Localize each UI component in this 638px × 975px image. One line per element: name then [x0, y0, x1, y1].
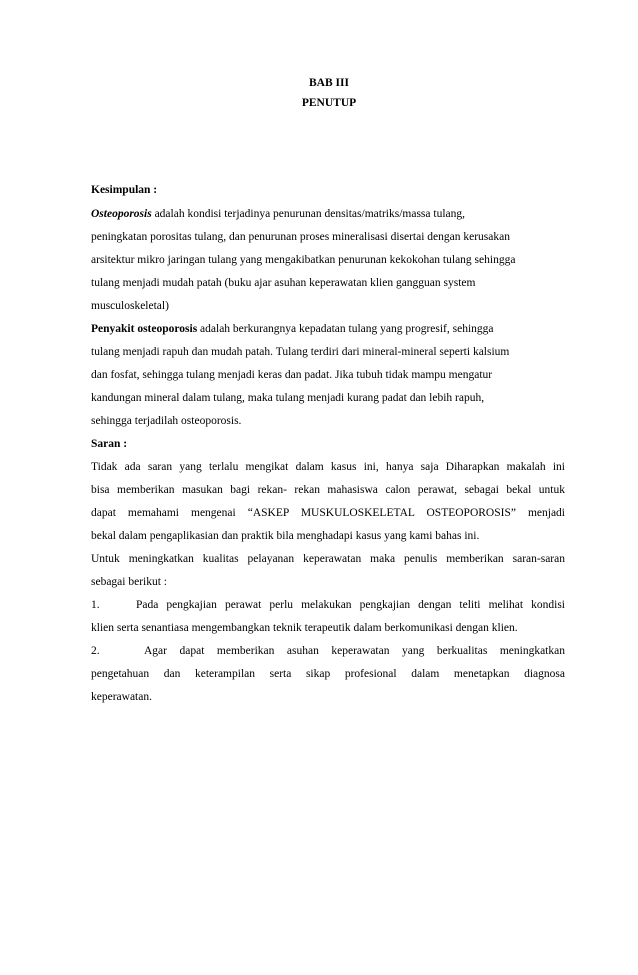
saran-p1-line-2: bisa memberikan masukan bagi rekan- rekan mahasiswa calon perawat, sebagai bekal untuk: [91, 484, 565, 496]
saran-p1-line-3: dapat memahami mengenai “ASKEP MUSKULOSKELETAL OSTEOPOROSIS” menjadi: [91, 507, 565, 519]
list-item-1-line-1: Pada pengkajian perawat perlu melakukan pengkajian dengan teliti melihat kondisi: [136, 599, 565, 611]
term-osteoporosis: Osteoporosis: [91, 208, 152, 220]
kesimpulan-line-1: [91, 207, 465, 221]
saran-heading: Saran :: [91, 438, 128, 450]
list-item-2-line-1: Agar dapat memberikan asuhan keperawatan yang berkualitas meningkatkan: [144, 645, 565, 657]
chapter-title: PENUTUP: [301, 97, 357, 109]
saran-p1-line-4: bekal dalam pengaplikasian dan praktik bila menghadapi kasus yang kami bahas ini.: [91, 530, 480, 542]
list-item-1-line-2: klien serta senantiasa mengembangkan teknik terapeutik dalam berkomunikasi dengan klien.: [91, 622, 518, 634]
kesimpulan-line-10: sehingga terjadilah osteoporosis.: [91, 415, 242, 427]
kesimpulan-line-6-text: adalah berkurangnya kepadatan tulang yang progresif, sehingga: [197, 323, 494, 335]
list-item-1-number: 1.: [91, 599, 100, 611]
saran-p2-line-2: sebagai berikut :: [91, 576, 168, 588]
term-penyakit-osteoporosis: Penyakit osteoporosis: [91, 323, 198, 335]
chapter-number: BAB III: [309, 77, 349, 89]
list-item-2-line-3: keperawatan.: [91, 691, 152, 703]
kesimpulan-line-5: musculoskeletal): [91, 300, 169, 312]
kesimpulan-line-1-text: adalah kondisi terjadinya penurunan densitas/matriks/massa tulang,: [151, 208, 465, 220]
list-item-2-number: 2.: [91, 645, 100, 657]
kesimpulan-line-4: tulang menjadi mudah patah (buku ajar asuhan keperawatan klien gangguan system: [91, 277, 476, 289]
list-item-2-line-2: pengetahuan dan keterampilan serta sikap profesional dalam menetapkan diagnosa: [91, 668, 565, 680]
kesimpulan-line-6: [91, 322, 494, 336]
saran-p2-line-1: Untuk meningkatkan kualitas pelayanan keperawatan maka penulis memberikan saran-saran: [91, 553, 565, 565]
kesimpulan-line-2: peningkatan porositas tulang, dan penurunan proses mineralisasi disertai dengan kerusakan: [91, 231, 510, 243]
kesimpulan-line-9: kandungan mineral dalam tulang, maka tulang menjadi kurang padat dan lebih rapuh,: [91, 392, 485, 404]
kesimpulan-heading: Kesimpulan :: [91, 184, 158, 196]
kesimpulan-line-7: tulang menjadi rapuh dan mudah patah. Tulang terdiri dari mineral-mineral seperti kalsium: [91, 346, 510, 358]
kesimpulan-line-8: dan fosfat, sehingga tulang menjadi keras dan padat. Jika tubuh tidak mampu mengatur: [91, 369, 493, 381]
kesimpulan-line-3: arsitektur mikro jaringan tulang yang mengakibatkan penurunan kekokohan tulang sehingga: [91, 254, 516, 266]
saran-p1-line-1: Tidak ada saran yang terlalu mengikat dalam kasus ini, hanya saja Diharapkan makalah ini: [91, 461, 565, 473]
